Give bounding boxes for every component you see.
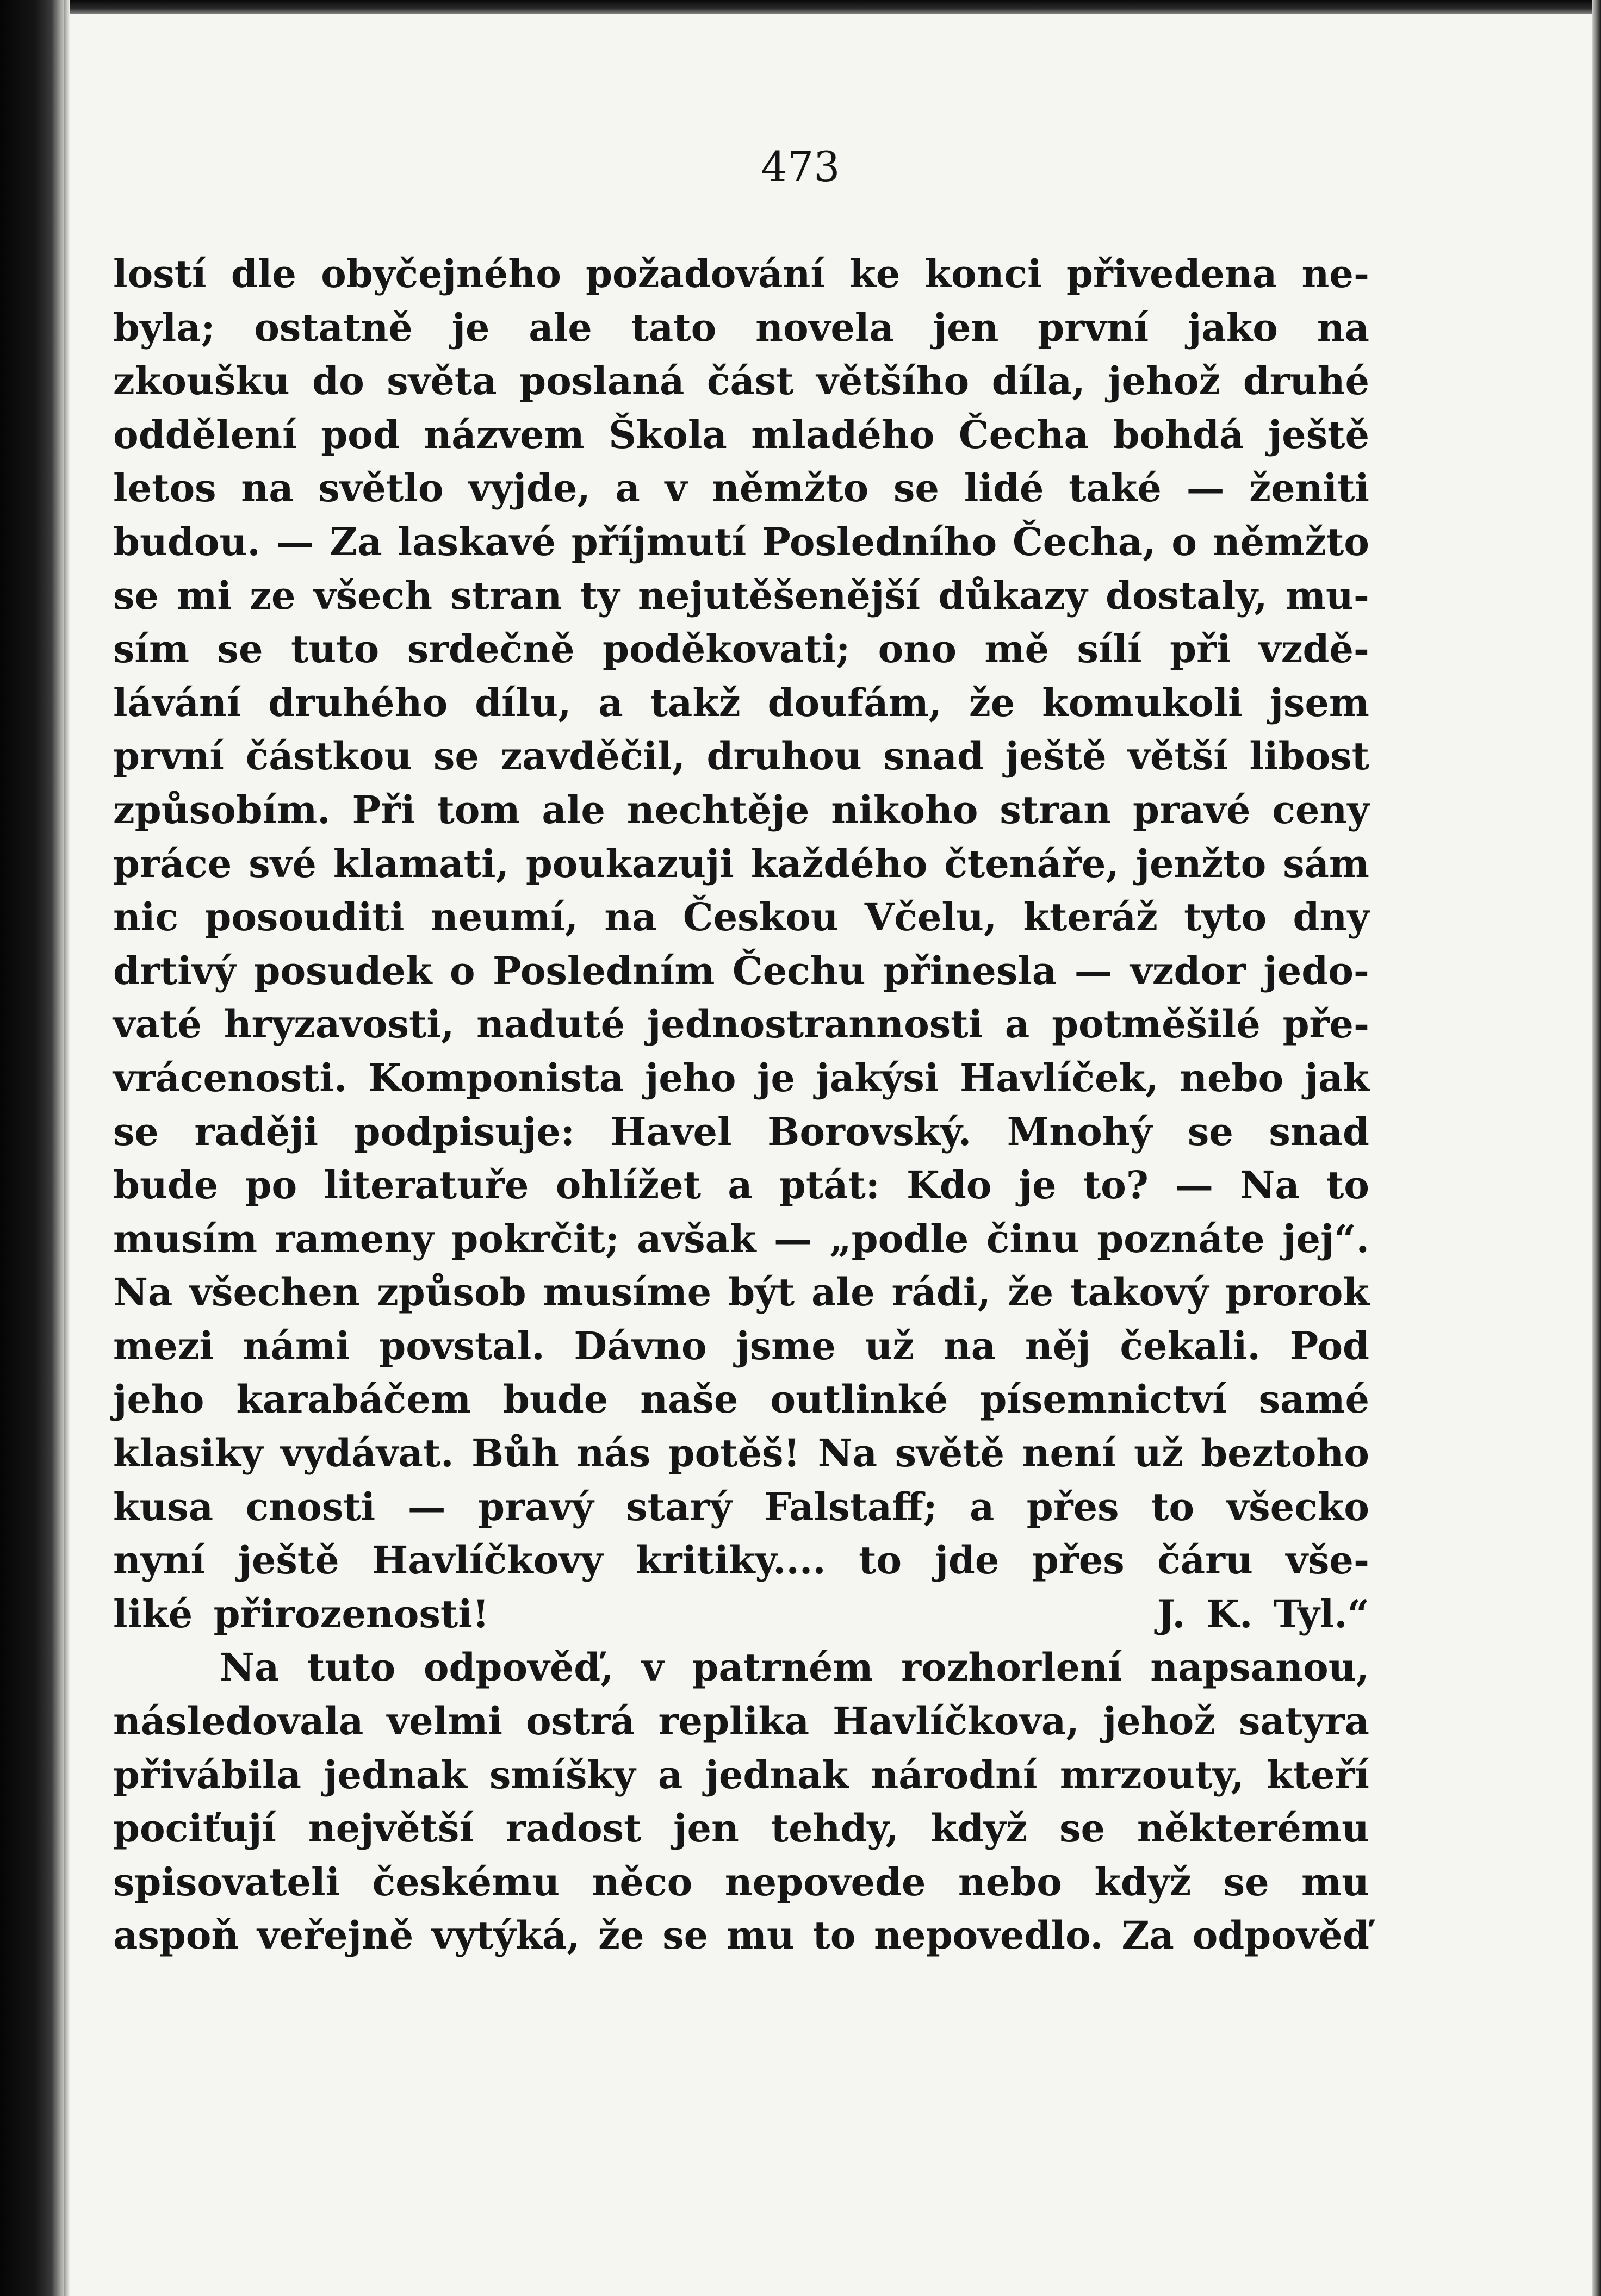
scan-top-edge [0, 0, 1601, 14]
text-line-30: pociťují největší radost jen tehdy, když se některému [113, 1806, 1369, 1851]
text-line-6: budou. — Za laskavé příjmutí Posledního Čecha, o němžto [113, 519, 1369, 564]
text-line-19: musím rameny pokrčit; avšak — „podle činu poznáte jej“. [113, 1216, 1369, 1261]
text-line-17: se raději podpisuje: Havel Borovský. Mnohý se snad [113, 1109, 1369, 1154]
text-line-29: přivábila jednak smíšky a jednak národní mrzouty, kteří [113, 1752, 1369, 1797]
scan-left-edge [0, 0, 64, 2296]
text-line-32: aspoň veřejně vytýká, že se mu to nepovedlo. Za odpověď [113, 1913, 1369, 1958]
text-line-18: bude po literatuře ohlížet a ptát: Kdo je to? — Na to [113, 1162, 1369, 1208]
body-text [113, 247, 1369, 1963]
text-line-11: způsobím. Při tom ale nechtěje nikoho stran pravé ceny [113, 787, 1369, 832]
text-line-16: vrácenosti. Komponista jeho je jakýsi Havlíček, nebo jak [113, 1055, 1369, 1100]
text-line-5: letos na světlo vyjde, a v němžto se lidé také — ženiti [113, 465, 1369, 511]
text-line-13: nic posouditi neumí, na Českou Včelu, kteráž tyto dny [113, 894, 1369, 940]
text-line-14: drtivý posudek o Posledním Čechu přinesla — vzdor jedo- [113, 948, 1369, 993]
text-line-1: lostí dle obyčejného požadování ke konci přivedena ne- [113, 251, 1369, 296]
page-number: 473 [761, 142, 840, 191]
text-line-23: klasiky vydávat. Bůh nás potěš! Na světě není už beztoho [113, 1430, 1369, 1476]
text-line-21: mezi námi povstal. Dávno jsme už na něj čekali. Pod [113, 1323, 1369, 1368]
text-line-31: spisovateli českému něco nepovede nebo když se mu [113, 1859, 1369, 1905]
text-line-7: se mi ze všech stran ty nejutěšenější důkazy dostaly, mu- [113, 573, 1369, 618]
scan-right-edge [1592, 0, 1601, 2296]
text-line-26-signature: liké přirozenosti! J. K. Tyl.“ [113, 1591, 1369, 1637]
text-line-2: byla; ostatně je ale tato novela jen první jako na [113, 304, 1369, 350]
text-line-4: oddělení pod názvem Škola mladého Čecha bohdá ještě [113, 412, 1369, 457]
text-line-25: nyní ještě Havlíčkovy kritiky.... to jde přes čáru vše- [113, 1538, 1369, 1583]
text-line-10: první částkou se zavděčil, druhou snad ještě větší libost [113, 733, 1369, 779]
text-line-3: zkoušku do světa poslaná část většího díla, jehož druhé [113, 358, 1369, 404]
text-line-22: jeho karabáčem bude naše outlinké písemnictví samé [113, 1377, 1369, 1422]
scan-binding-shadow [64, 0, 70, 2296]
text-line-15: vaté hryzavosti, naduté jednostrannosti a potměšilé pře- [113, 1001, 1369, 1047]
text-line-9: lávání druhého dílu, a takž doufám, že komukoli jsem [113, 680, 1369, 725]
text-line-12: práce své klamati, poukazuji každého čtenáře, jenžto sám [113, 841, 1369, 886]
text-line-28: následovala velmi ostrá replika Havlíčkova, jehož satyra [113, 1698, 1369, 1744]
text-line-8: sím se tuto srdečně poděkovati; ono mě sílí při vzdě- [113, 626, 1369, 672]
text-line-20: Na všechen způsob musíme být ale rádi, že takový prorok [113, 1270, 1369, 1315]
text-line-24: kusa cnosti — pravý starý Falstaff; a přes to všecko [113, 1484, 1369, 1529]
text-line-27-paragraph-start: Na tuto odpověď, v patrném rozhorlení napsanou, [220, 1645, 1369, 1690]
